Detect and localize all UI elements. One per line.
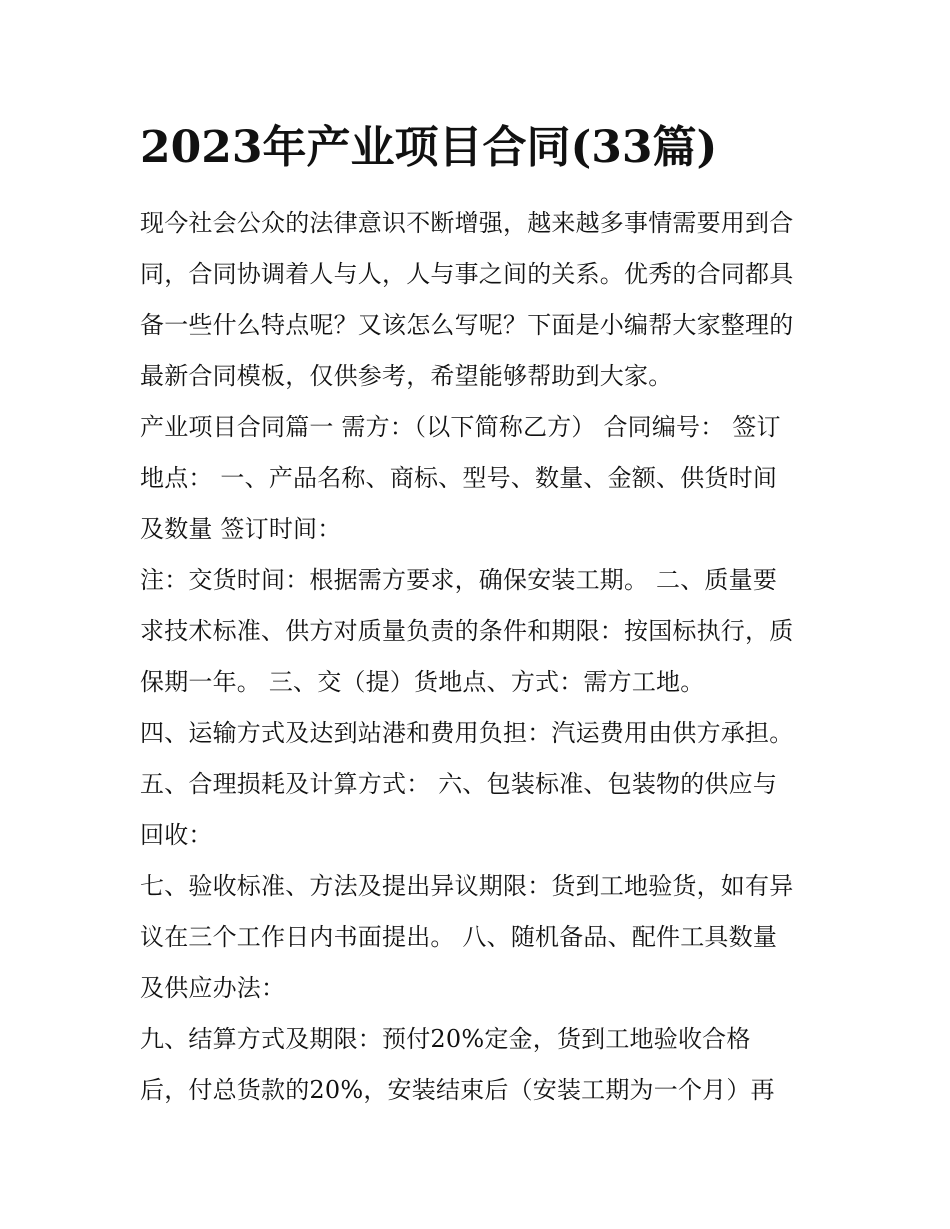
text-line: 备一些什么特点呢？又该怎么写呢？下面是小编帮大家整理的 xyxy=(140,311,794,339)
paragraph-settlement xyxy=(140,1014,820,1116)
paragraph-loss-packaging xyxy=(140,759,820,861)
text-line: 地点： 一、产品名称、商标、型号、数量、金额、供货时间 xyxy=(140,464,778,492)
paragraph-acceptance xyxy=(140,861,820,1014)
text-line: 后，付总货款的20%，安装结束后（安装工期为一个月）再 xyxy=(140,1076,775,1104)
text-line: 七、验收标准、方法及提出异议期限：货到工地验货，如有异 xyxy=(140,872,794,900)
text-line: 同，合同协调着人与人，人与事之间的关系。优秀的合同都具 xyxy=(140,260,794,288)
paragraph-intro xyxy=(140,198,820,402)
text-line: 九、结算方式及期限：预付20%定金，货到工地验收合格 xyxy=(140,1025,751,1053)
document-body xyxy=(140,198,820,1116)
paragraph-contract-header xyxy=(140,402,820,555)
text-line: 求技术标准、供方对质量负责的条件和期限：按国标执行，质 xyxy=(140,617,794,645)
text-line: 议在三个工作日内书面提出。 八、随机备品、配件工具数量 xyxy=(140,923,778,951)
paragraph-delivery-quality xyxy=(140,555,820,708)
paragraph-transport xyxy=(140,708,820,759)
text-line: 产业项目合同篇一 需方：（以下简称乙方） 合同编号： 签订 xyxy=(140,413,781,441)
text-line: 及数量 签订时间： xyxy=(140,515,342,543)
text-line: 最新合同模板，仅供参考，希望能够帮助到大家。 xyxy=(140,362,673,390)
text-line: 注：交货时间：根据需方要求，确保安装工期。 二、质量要 xyxy=(140,566,778,594)
document-title: 2023年产业项目合同(33篇) xyxy=(140,122,718,173)
text-line: 五、合理损耗及计算方式： 六、包装标准、包装物的供应与 xyxy=(140,770,778,798)
text-line: 现今社会公众的法律意识不断增强，越来越多事情需要用到合 xyxy=(140,209,794,237)
text-line: 及供应办法： xyxy=(140,974,286,1002)
text-line: 四、运输方式及达到站港和费用负担：汽运费用由供方承担。 xyxy=(140,719,794,747)
text-line: 回收： xyxy=(140,821,213,849)
text-line: 保期一年。 三、交（提）货地点、方式：需方工地。 xyxy=(140,668,705,696)
